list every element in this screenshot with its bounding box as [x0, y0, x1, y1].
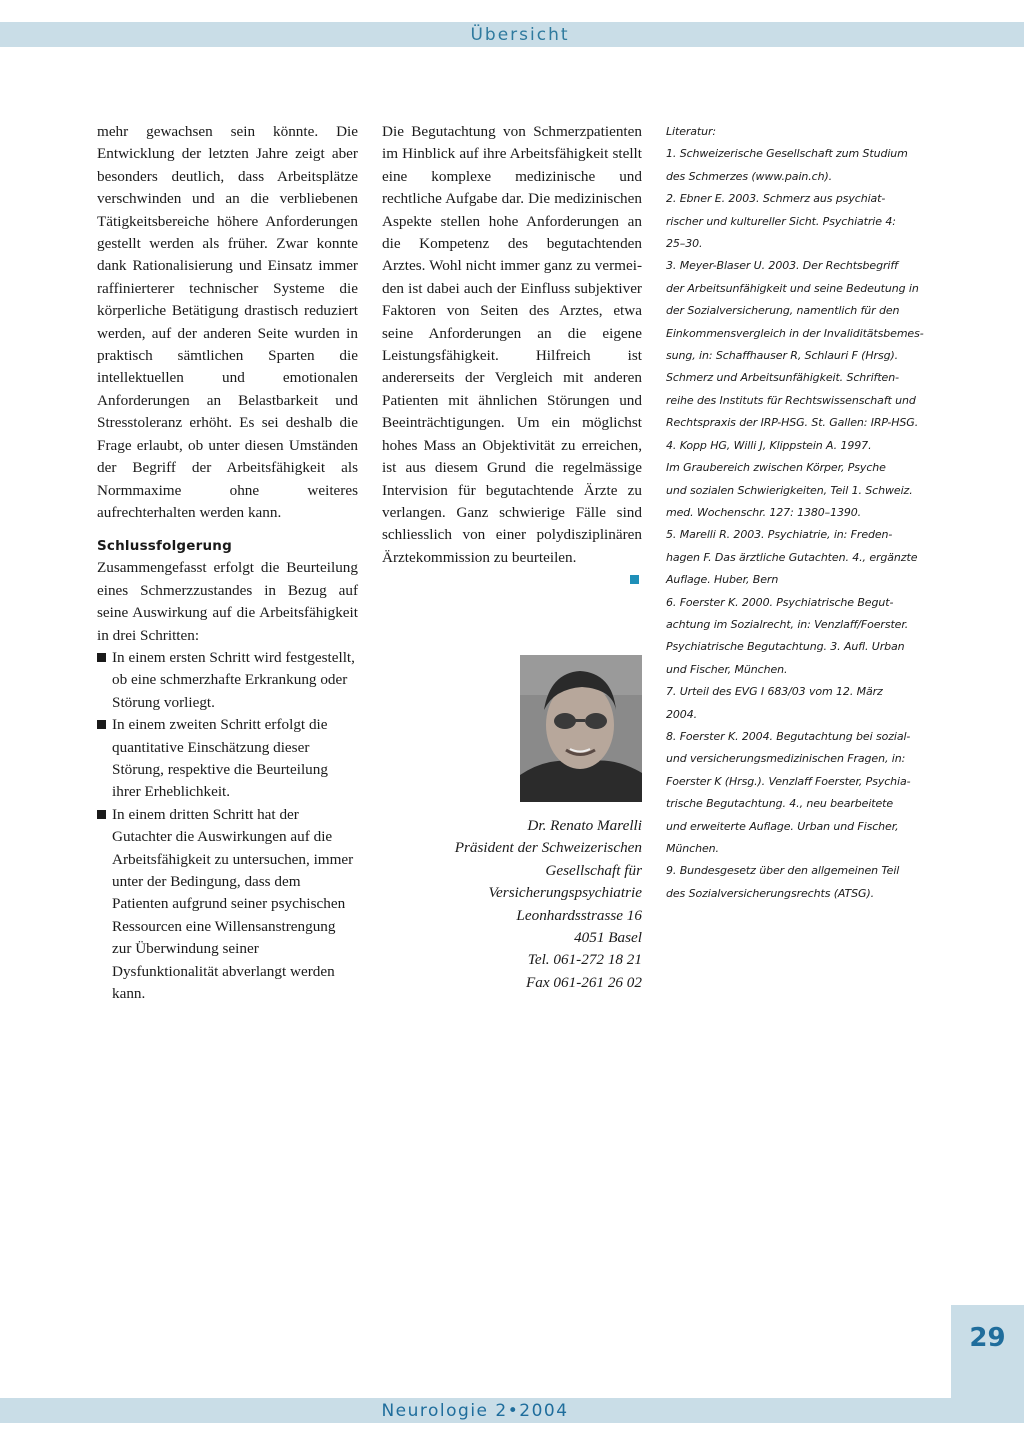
reference-line: Rechtspraxis der IRP-HSG. St. Gallen: IRP-HSG.	[666, 416, 919, 430]
text-column-2	[382, 121, 642, 584]
reference-line: der Arbeitsunfähigkeit und seine Bedeutung in	[666, 281, 919, 295]
square-bullet-icon	[97, 653, 106, 662]
reference-line: sung, in: Schaffhauser R, Schlauri F (Hrsg).	[666, 349, 899, 363]
page-number: 29	[969, 1323, 1006, 1353]
list-item-text: In einem dritten Schritt hat der Gutachter die Auswirkungen auf die Arbeitsfähigkeit zu untersuchen, immer unter der Bedingung, dass dem Patienten aufgrund seiner psychischen Ressourcen eine Willensanstrengung zur Überwindung seiner Dysfunktionalität abverlangt werden kann.	[112, 805, 354, 1003]
reference-line: 25–30.	[666, 237, 703, 251]
author-fax: Fax 061-261 26 02	[526, 973, 642, 991]
reference-line: 2. Ebner E. 2003. Schmerz aus psychiat-	[666, 192, 886, 206]
reference-line: achtung im Sozialrecht, in: Venzlaff/Foerster.	[666, 617, 909, 631]
references-heading: Literatur:	[666, 125, 717, 138]
reference-line: 9. Bundesgesetz über den allgemeinen Teil	[666, 864, 900, 878]
list-item-text: In einem ersten Schritt wird festgestellt, ob eine schmerzhafte Erkrankung oder Störung vorliegt.	[112, 648, 355, 711]
square-bullet-icon	[97, 720, 106, 729]
end-of-article-square-icon	[630, 575, 639, 584]
list-item-text: In einem zweiten Schritt erfolgt die quantitative Einschätzung dieser Störung, respektive die Beurteilung ihrer Erheblichkeit.	[112, 716, 328, 801]
author-street: Leonhardsstrasse 16	[516, 906, 642, 924]
reference-line: München.	[666, 842, 719, 855]
author-block	[382, 815, 642, 994]
journal-title: Neurologie 2•2004	[381, 1401, 569, 1421]
reference-line: 2004.	[666, 707, 697, 721]
reference-line: med. Wochenschr. 127: 1380–1390.	[666, 505, 862, 519]
author-role: Präsident der Schweizerischen	[454, 839, 642, 857]
reference-line: Im Graubereich zwischen Körper, Psyche	[666, 461, 886, 475]
reference-line: 5. Marelli R. 2003. Psychiatrie, in: Freden-	[666, 528, 893, 542]
list-item	[97, 804, 358, 1006]
author-city: 4051 Basel	[574, 929, 642, 947]
conclusion-intro: Zusammengefasst erfolgt die Beurteilung eines Schmerzzustandes in Bezug auf seine Auswirkung auf die Arbeitsfähigkeit in drei Schritten:	[97, 559, 358, 644]
list-item	[97, 647, 358, 714]
reference-line: Foerster K (Hrsg.). Venzlaff Foerster, Psychia-	[666, 774, 911, 788]
body-paragraph: Die Begutachtung von Schmerzpatienten im Hinblick auf ihre Arbeitsfähigkeit stellt eine komplexe medizinische und rechtliche Aufgabe dar. Die medizinischen Aspekte stellen hohe Anforderungen an die Kompetenz des begutachtenden Arztes. Wohl nicht immer ganz zu vermeiden ist dabei auch der Einfluss subjektiver Faktoren von Seiten des Arztes, etwa seine Anforderungen an die eigene Leistungsfähigkeit. Hilfreich ist andererseits der Vergleich mit anderen Patienten mit ähnlichen Störungen und Beeinträchtigungen. Um ein möglichst hohes Mass an Objektivität zu erreichen, ist aus diesem Grund die regelmässige Intervision für begutachtende Ärzte zu verlangen. Ganz schwierige Fälle sind schliesslich von einer polydisziplinären Ärztekommission zu beurteilen.	[382, 123, 642, 566]
text-column-1	[97, 121, 358, 1005]
author-name: Dr. Renato Marelli	[527, 817, 642, 834]
reference-line: des Sozialversicherungsrechts (ATSG).	[666, 886, 875, 900]
bullet-list	[97, 647, 358, 1006]
reference-line: 1. Schweizerische Gesellschaft zum Studium	[666, 147, 908, 161]
reference-line: und versicherungsmedizinischen Fragen, in:	[666, 752, 906, 766]
references-list	[666, 121, 928, 905]
reference-line: Schmerz und Arbeitsunfähigkeit. Schriften-	[666, 371, 899, 385]
reference-line: des Schmerzes (www.pain.ch).	[666, 169, 833, 183]
author-role: Gesellschaft für	[545, 861, 642, 879]
reference-line: 4. Kopp HG, Willi J, Klippstein A. 1997.	[666, 438, 872, 452]
reference-line: Einkommensvergleich in der Invaliditätsbemes-	[666, 326, 924, 340]
reference-line: reihe des Instituts für Rechtswissenschaft und	[666, 393, 916, 407]
list-item	[97, 714, 358, 804]
reference-line: 3. Meyer-Blaser U. 2003. Der Rechtsbegriff	[666, 259, 898, 273]
reference-line: und Fischer, München.	[666, 662, 788, 676]
reference-line: Psychiatrische Begutachtung. 3. Aufl. Urban	[666, 640, 905, 654]
square-bullet-icon	[97, 810, 106, 819]
reference-line: trische Begutachtung. 4., neu bearbeitete	[666, 797, 894, 811]
reference-line: und sozialen Schwierigkeiten, Teil 1. Schweiz.	[666, 483, 913, 497]
reference-line: hagen F. Das ärztliche Gutachten. 4., ergänzte	[666, 550, 918, 564]
author-photo	[520, 655, 642, 802]
reference-line: 6. Foerster K. 2000. Psychiatrische Begut-	[666, 595, 894, 609]
body-paragraph: mehr gewachsen sein könnte. Die Entwicklung der letzten Jahre zeigt aber besonders deutlich, dass Arbeitsplätze verschwinden und an die verbliebenen Tätigkeitsbereiche höhere Anforderungen gestellt werden als früher. Zwar konnte dank Rationalisierung und Einsatz immer raffinierterer technischer Systeme die körperliche Betätigung drastisch reduziert werden, auf der anderen Seite wurden in praktisch sämtlichen Sparten die intellektuellen und emotionalen Anforderungen an Belastbarkeit und Stresstoleranz erhöht. Es sei deshalb die Frage erlaubt, ob unter diesen Umständen der Begriff der Arbeitsfähigkeit als Normmaxime ohne weiteres aufrechterhalten werden kann.	[97, 123, 358, 521]
reference-line: und erweiterte Auflage. Urban und Fischer,	[666, 819, 899, 833]
author-role: Versicherungspsychiatrie	[488, 884, 642, 902]
reference-line: der Sozialversicherung, namentlich für den	[666, 304, 900, 318]
author-phone: Tel. 061-272 18 21	[527, 951, 642, 969]
section-heading: Schlussfolgerung	[97, 538, 232, 555]
reference-line: Auflage. Huber, Bern	[666, 573, 779, 587]
reference-line: 7. Urteil des EVG I 683/03 vom 12. März	[666, 685, 883, 699]
section-title: Übersicht	[470, 25, 570, 45]
reference-line: 8. Foerster K. 2004. Begutachtung bei sozial-	[666, 729, 911, 743]
reference-line: rischer und kultureller Sicht. Psychiatrie 4:	[666, 214, 896, 228]
